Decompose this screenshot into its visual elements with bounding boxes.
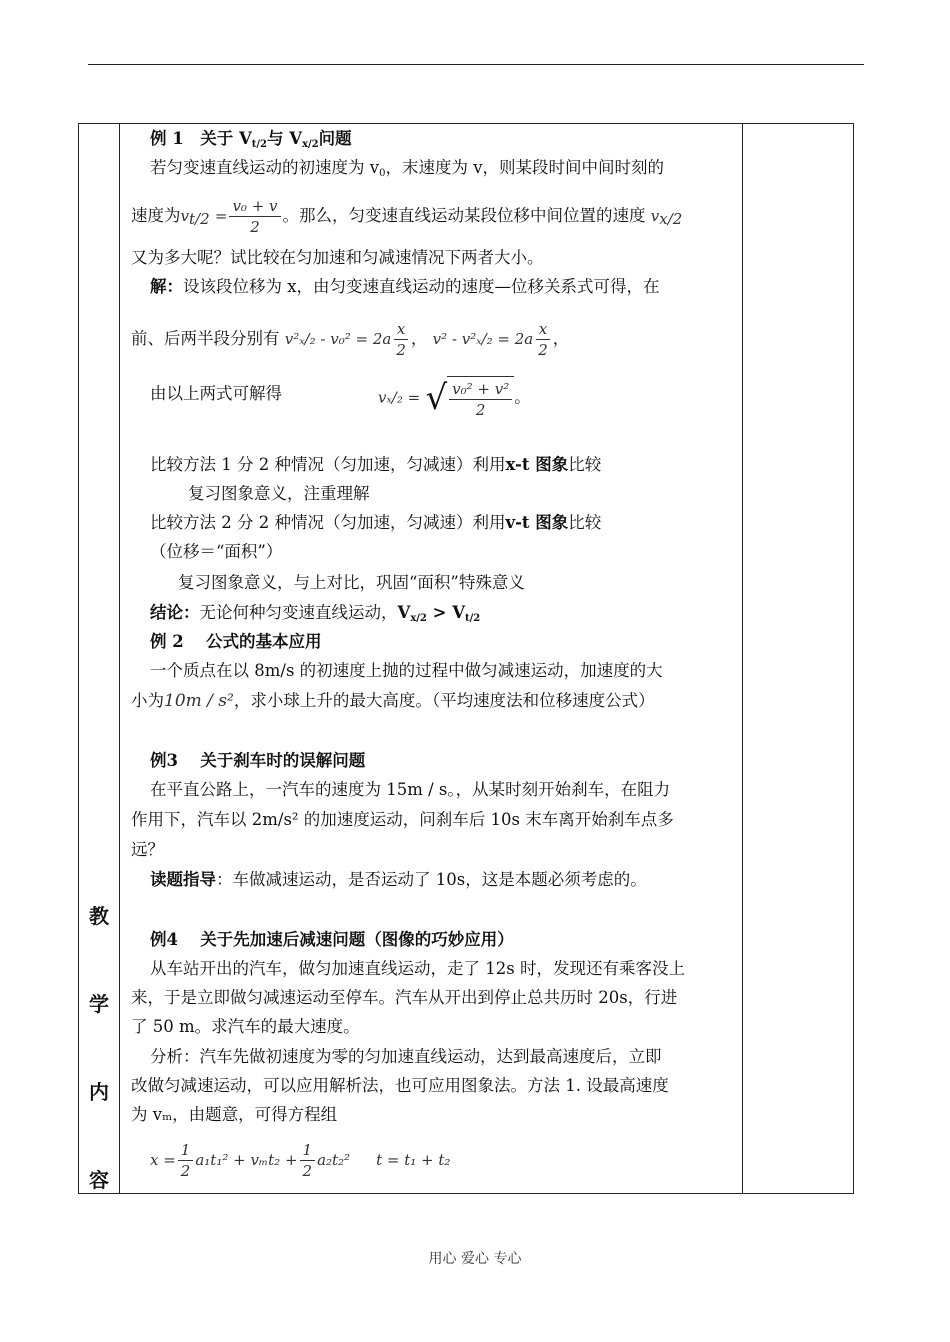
formula-line: 前、后两半段分别有 v²ₓ/₂ - v₀² = 2a $\frac{x}{2}$ ， v² - v²ₓ/₂ = 2a $\frac{x}{2}$ ， [131, 320, 570, 359]
header-rule [88, 64, 864, 65]
fraction: $\frac{\text{v₀ + v}}{2}$ [229, 196, 280, 237]
text-line: 解：设该段位移为 x，由匀变速直线运动的速度—位移关系式可得，在 [150, 277, 660, 296]
example-3-heading: 例3 关于刹车时的误解问题 [150, 751, 366, 770]
text-line: 改做匀减速运动，可以应用解析法，也可应用图象法。方法 1. 设最高速度 [131, 1076, 669, 1095]
text-line: 复习图象意义，与上对比，巩固“面积”特殊意义 [178, 573, 525, 592]
equation-system: x = $\frac{1}{2}$ a₁t₁² + vₘt₂ + $\frac{1}{2}$ a₂t₂² t = t₁ + t₂ [150, 1141, 451, 1180]
text-line: 比较方法 2 分 2 种情况（匀加速，匀减速）利用v-t 图象比较 [150, 513, 602, 532]
text-line: 分析：汽车先做初速度为零的匀加速直线运动，达到最高速度后，立即 [150, 1047, 662, 1066]
text-line: 为 vₘ，由题意，可得方程组 [131, 1105, 338, 1124]
text-line: 从车站开出的汽车，做匀加速直线运动，走了 12s 时，发现还有乘客没上 [150, 959, 685, 978]
text-line: 在平直公路上，一汽车的速度为 15m / s。，从某时刻开始刹车，在阻力 [150, 780, 671, 799]
text-line: 比较方法 1 分 2 种情况（匀加速，匀减速）利用x-t 图象比较 [150, 455, 602, 474]
side-label-char: 内 [89, 1080, 109, 1104]
example-1-heading: 例 1 关于 $V_{t/2}$与 $V_{x/2}$问题 [150, 129, 352, 150]
sqrt-formula: vₓ/₂ = √ $\frac{\text{v₀² + v²}}{2}$ 。 [378, 378, 531, 419]
text-line: 由以上两式可解得 [150, 384, 282, 403]
lesson-table [78, 123, 854, 1194]
page-footer: 用心 爱心 专心 [428, 1251, 522, 1267]
text-line: 作用下，汽车以 2m/s² 的加速度运动，问刹车后 10s 末车离开始刹车点多 [131, 810, 674, 829]
content-cell [120, 124, 743, 1194]
text-line: 来，于是立即做匀减速运动至停车。汽车从开出到停止总共历时 20s，行进 [131, 988, 678, 1007]
text-line: 一个质点在以 8m/s 的初速度上抛的过程中做匀减速运动，加速度的大 [150, 661, 663, 680]
text-line: 远？ [131, 840, 164, 859]
conclusion-line: 结论：无论何种匀变速直线运动，$V_{x/2} > V_{t/2}$ [150, 603, 481, 624]
formula-line: 速度为$v_{t/2}$ = $\frac{\text{v₀ + v}}{2}$ 。那么，匀变速直线运动某段位移中间位置的速度 $v_{x/2}$ [131, 197, 683, 236]
text-line: （位移＝“面积”） [150, 542, 283, 561]
text-line: 若匀变速直线运动的初速度为 $v_0$，末速度为 v，则某段时间中间时刻的 [150, 158, 665, 179]
side-label-char: 容 [89, 1168, 109, 1192]
side-label-char: 学 [89, 992, 109, 1016]
side-label-char: 教 [89, 904, 109, 928]
text-line: 复习图象意义，注重理解 [188, 484, 370, 503]
text-line: 小为10m / s²，求小球上升的最大高度。（平均速度法和位移速度公式） [131, 691, 655, 711]
side-label-cell [79, 124, 120, 1194]
text-line: 了 50 m。求汽车的最大速度。 [131, 1017, 360, 1036]
example-2-heading: 例 2 公式的基本应用 [150, 632, 322, 651]
text-line: 读题指导：车做减速运动，是否运动了 10s，这是本题必须考虑的。 [150, 870, 647, 889]
example-4-heading: 例4 关于先加速后减速问题（图像的巧妙应用） [150, 930, 514, 949]
notes-cell [743, 124, 854, 1194]
text-line: 又为多大呢？试比较在匀加速和匀减速情况下两者大小。 [131, 248, 544, 267]
